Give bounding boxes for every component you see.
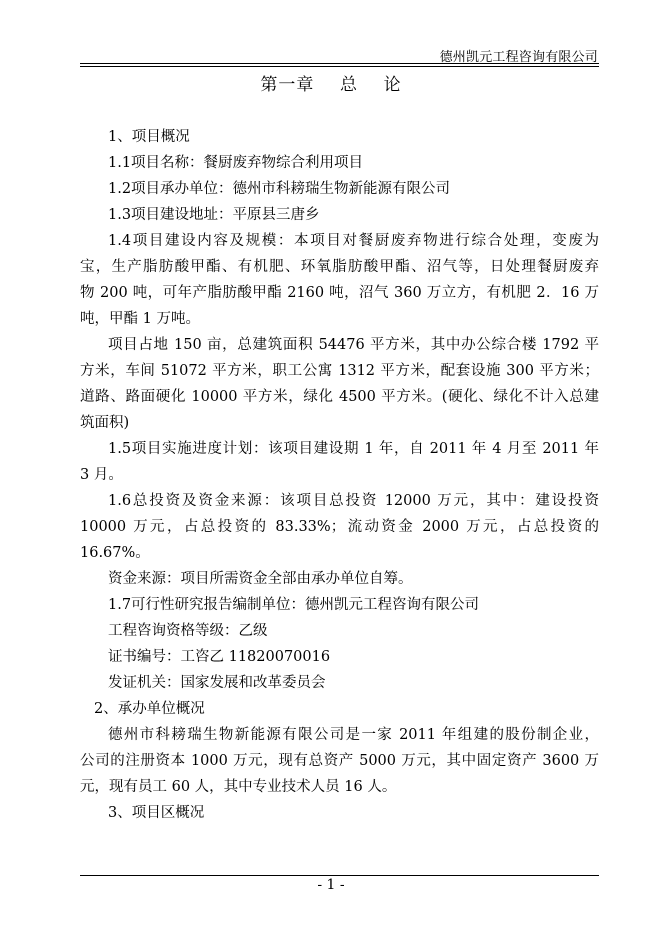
text-line: 3 月。 [80,467,123,483]
text-line: 发证机关：国家发展和改革委员会 [108,675,326,691]
text-line: 方米，车间 51072 平方米，职工公寓 1312 平方米，配套设施 300 平方米； [80,363,599,379]
text-line: 项目占地 150 亩，总建筑面积 54476 平方米，其中办公综合楼 1792 平 [108,337,599,353]
text-line: 16.67%。 [80,545,150,561]
text-line: 证书编号：工咨乙 11820070016 [108,649,331,665]
text-line: 资金来源：项目所需资金全部由承办单位自筹。 [108,571,413,587]
page-number: - 1 - [317,877,345,893]
text-line: 宝，生产脂肪酸甲酯、有机肥、环氧脂肪酸甲酯、沼气等，日处理餐厨废弃 [80,259,599,275]
text-line: 1.3项目建设地址：平原县三唐乡 [108,207,320,223]
body-text [80,124,599,826]
text-line: 1.6总投资及资金来源：该项目总投资 12000 万元，其中：建设投资 [108,493,599,509]
text-line: 元，现有员工 60 人，其中专业技术人员 16 人。 [80,779,397,795]
text-line: 1.5项目实施进度计划：该项目建设期 1 年，自 2011 年 4 月至 2011 年 [108,441,599,457]
text-line: 道路、路面硬化 10000 平方米，绿化 4500 平方米。(硬化、绿化不计入总建 [80,389,599,405]
text-line: 筑面积) [80,415,130,431]
header-rule-bottom [80,66,599,67]
text-line: 1、项目概况 [108,129,190,145]
text-line: 公司的注册资本 1000 万元，现有总资产 5000 万元，其中固定资产 3600 万 [80,753,599,769]
text-line: 吨，甲酯 1 万吨。 [80,311,200,327]
text-line: 德州市科耪瑞生物新能源有限公司是一家 2011 年组建的股份制企业， [108,727,599,743]
text-line: 1.2项目承办单位：德州市科耪瑞生物新能源有限公司 [108,181,451,197]
header-rule-top [80,63,599,64]
text-line: 1.7可行性研究报告编制单位：德州凯元工程咨询有限公司 [108,597,480,613]
text-line: 工程咨询资格等级：乙级 [108,623,268,639]
text-line: 物 200 吨，可年产脂肪酸甲酯 2160 吨，沼气 360 万立方，有机肥 2．16 万 [80,285,599,301]
chapter-title: 第一章 总 论 [260,75,402,95]
text-line: 2、承办单位概况 [94,701,205,717]
footer-rule [80,875,599,876]
text-line: 1.1项目名称：餐厨废弃物综合利用项目 [108,155,364,171]
text-line: 10000 万元，占总投资的 83.33%；流动资金 2000 万元，占总投资的 [80,519,599,535]
text-line: 1.4项目建设内容及规模：本项目对餐厨废弃物进行综合处理，变废为 [108,233,599,249]
header-company-name: 德州凯元工程咨询有限公司 [439,50,598,65]
text-line: 3、项目区概况 [108,805,205,821]
